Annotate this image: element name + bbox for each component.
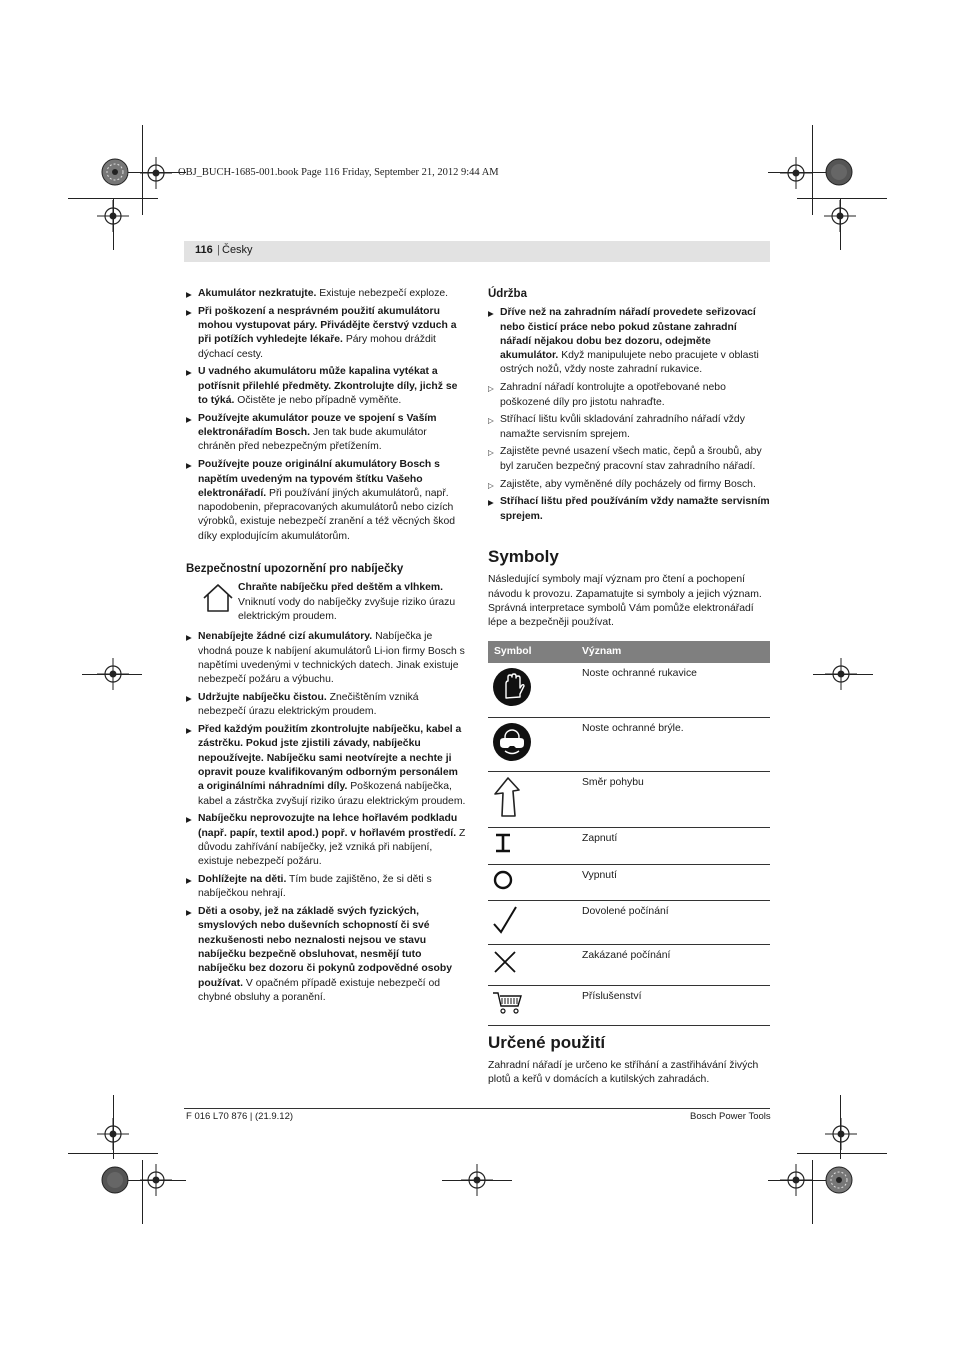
- registration-mark-icon: [97, 658, 129, 690]
- table-header-row: [488, 641, 770, 663]
- bullet-bold: U vadného akumulátoru může kapalina vytékat a potřísnit přilehlé předměty. Zkontrolujte díly, jichž se to týká.: [198, 366, 458, 407]
- right-column: [488, 287, 770, 1088]
- list-item: [186, 458, 466, 544]
- footer-doc-number: F 016 L70 876 | (21.9.12): [186, 1111, 294, 1122]
- footer-divider: [184, 1108, 770, 1109]
- bullet-bold: Dříve než na zahradním nářadí provedete seřizovací nebo čisticí práce nebo pokud zůstane zahradní nářadí nějakou dobu bez dozoru, odejměte akumulátor.: [500, 307, 756, 362]
- symbols-table: [488, 641, 770, 1025]
- meaning-cell: Noste ochranné rukavice: [576, 663, 770, 717]
- power-off-icon: [492, 869, 514, 891]
- symbols-title: Symboly: [488, 546, 559, 566]
- bullet-text: Poškozená nabíječka, kabel a zástrčka zvyšují riziko úrazu elektrickým proudem.: [198, 781, 466, 807]
- list-item: [488, 495, 770, 524]
- list-item: [186, 691, 466, 720]
- meaning-cell: Zakázané počínání: [576, 945, 770, 985]
- cross-icon: [492, 949, 518, 975]
- bullet-text: Při používání jiných akumulátorů, např. napodobenin, přepracovaných akumulátorů nebo cizích výrobků, existuje nebezpečí zranění a též věcných škod díky explodujícím akumulátorům.: [198, 487, 456, 542]
- language-label: Česky: [222, 244, 253, 256]
- column-header-symbol: Symbol: [488, 641, 576, 663]
- color-disc-icon: [101, 158, 129, 186]
- gloves-icon: [492, 667, 532, 707]
- registration-mark-icon: [97, 1118, 129, 1150]
- footer-brand: Bosch Power Tools: [690, 1111, 771, 1122]
- symbols-intro: Následující symboly mají význam pro čtení a pochopení návodu k provozu. Zapamatujte si symboly a jejich význam. Správná interpretace symbolů Vám pomůže elektronářadí lépe a bezpečněji používat.: [488, 574, 762, 629]
- bullet-text: Zahradní nářadí kontrolujte a opotřebované nebo poškozené díly pro jistotu nahraďte.: [500, 382, 726, 408]
- list-item: [186, 723, 466, 809]
- rain-warning-text: Vniknutí vody do nabíječky zvyšuje riziko úrazu elektrickým proudem.: [238, 596, 456, 622]
- column-header-meaning: Význam: [576, 641, 770, 663]
- check-icon: [492, 905, 518, 935]
- table-row: [488, 945, 770, 985]
- table-row: [488, 900, 770, 944]
- charger-safety-heading: Bezpečnostní upozornění pro nabíječky: [186, 563, 404, 576]
- bullet-bold: Nabíječku neprovozujte na lehce hořlavém podkladu (např. papír, textil apod.) popř. v hořlavém prostředí.: [198, 813, 458, 839]
- list-item: [186, 287, 466, 301]
- left-column: [186, 287, 466, 1009]
- list-item: [186, 365, 466, 408]
- file-header: OBJ_BUCH-1685-001.book Page 116 Friday, September 21, 2012 9:44 AM: [178, 167, 499, 178]
- power-on-icon: [492, 832, 514, 854]
- list-item: [186, 812, 466, 869]
- bullet-bold: Používejte akumulátor pouze ve spojení s Vaším elektronářadím Bosch.: [198, 412, 437, 439]
- registration-mark-icon: [461, 1164, 493, 1196]
- bullet-text: Tím bude zajištěno, že si děti s nabíječkou nehrají.: [198, 874, 432, 900]
- meaning-cell: Směr pohybu: [576, 772, 770, 828]
- table-row: [488, 864, 770, 900]
- registration-mark-icon: [780, 1164, 812, 1196]
- list-item: [488, 306, 770, 377]
- list-item: [488, 413, 770, 442]
- meaning-cell: Vypnutí: [576, 864, 770, 900]
- registration-mark-icon: [97, 200, 129, 232]
- bullet-bold: Stříhací lištu před používáním vždy namažte servisním sprejem.: [500, 496, 770, 522]
- bullet-text: Když manipulujete nebo pracujete v oblasti ostrých nožů, vždy noste zahradní rukavice.: [500, 350, 759, 376]
- goggles-icon: [492, 722, 532, 762]
- color-disc-icon: [825, 1166, 853, 1194]
- bullet-bold: Nenabíjejte žádné cizí akumulátory.: [198, 631, 373, 643]
- maintenance-heading: Údržba: [488, 288, 527, 300]
- bullet-bold: Udržujte nabíječku čistou.: [198, 692, 327, 704]
- bullet-bold: Před každým použitím zkontrolujte nabíječku, kabel a zástrčku. Pokud jste zjistili závady, nabíječku nepoužívejte. Nabíječku sami neotvírejte a nechte ji opravit pouze kvalifikovaným odborným personálem a originálními náhradními díly.: [198, 724, 462, 793]
- header-separator: |: [217, 244, 220, 256]
- page-header: [184, 241, 770, 262]
- registration-mark-icon: [140, 157, 172, 189]
- bullet-bold: Akumulátor nezkratujte.: [198, 288, 317, 299]
- registration-mark-icon: [825, 658, 857, 690]
- intended-use-title: Určené použití: [488, 1032, 606, 1052]
- meaning-cell: Zapnutí: [576, 828, 770, 864]
- bullet-text: Očistěte je nebo případně vyměňte.: [234, 395, 402, 407]
- rain-warning-bold: Chraňte nabíječku před deštěm a vlhkem.: [238, 582, 443, 594]
- list-item: [186, 305, 466, 362]
- table-row: [488, 828, 770, 864]
- bullet-text: V opačném případě existuje nebezpečí od chybné obsluhy a poranění.: [198, 977, 441, 1003]
- table-row: [488, 717, 770, 771]
- registration-mark-icon: [824, 200, 856, 232]
- table-row: [488, 772, 770, 828]
- bullet-text: Z důvodu zahřívání nabíječky, jež vzniká při nabíjení, existuje nebezpečí požáru.: [198, 827, 466, 868]
- bullet-text: Stříhací lištu kvůli skladování zahradního nářadí vždy namažte servisním sprejem.: [500, 414, 745, 440]
- registration-mark-icon: [825, 1118, 857, 1150]
- bullet-bold: Dohlížejte na děti.: [198, 874, 287, 886]
- list-item: [186, 630, 466, 687]
- bullet-bold: Při poškození a nesprávném použití akumulátoru mohou vystupovat páry. Přivádějte čerstvý vzduch a při potížích vyhledejte lékaře.: [198, 305, 457, 346]
- page-number: 116: [195, 244, 213, 256]
- meaning-cell: Noste ochranné brýle.: [576, 717, 770, 771]
- registration-mark-icon: [780, 157, 812, 189]
- list-item: [488, 478, 770, 492]
- intended-use-text: Zahradní nářadí je určeno ke stříhání a zastřihávání živých plotů a keřů v domácích a kutilských zahradách.: [488, 1060, 759, 1086]
- bullet-text: Existuje nebezpečí exploze.: [316, 288, 449, 299]
- list-item: [186, 873, 466, 902]
- direction-arrow-icon: [492, 776, 524, 818]
- meaning-cell: Příslušenství: [576, 985, 770, 1025]
- list-item: [186, 412, 466, 455]
- bullet-bold: Děti a osoby, jež na základě svých fyzických, smyslových nebo duševních schopností či své nezkušenosti nebo neznalosti nejsou ve stavu nabíječku bezpečně obsluhovat, nesmějí tuto nabíječku bez dozoru či pokynů zodpovědné osoby používat.: [198, 906, 453, 989]
- rain-warning: [186, 581, 466, 625]
- color-disc-icon: [825, 158, 853, 186]
- list-item: [488, 381, 770, 410]
- table-row: [488, 985, 770, 1025]
- bullet-bold: Používejte pouze originální akumulátory Bosch s napětím uvedeným na typovém štítku Vašeho elektronářadí.: [198, 459, 440, 499]
- meaning-cell: Dovolené počínání: [576, 900, 770, 944]
- list-item: [186, 905, 466, 1005]
- color-disc-icon: [101, 1166, 129, 1194]
- list-item: [488, 445, 770, 474]
- shopping-cart-icon: [492, 990, 524, 1016]
- bullet-text: Zajistěte pevné usazení všech matic, čepů a šroubů, aby byl zaručen bezpečný pracovní stav zahradního nářadí.: [500, 446, 762, 472]
- bullet-text: Páry mohou dráždit dýchací cesty.: [198, 334, 436, 360]
- registration-mark-icon: [140, 1164, 172, 1196]
- bullet-text: Nabíječka je vhodná pouze k nabíjení akumulátorů Li-ion firmy Bosch s napětími uvedenými v technických datech. Jinak existuje nebezpečí požáru a výbuchu.: [198, 631, 465, 686]
- bullet-text: Zajistěte, aby vyměněné díly pocházely od firmy Bosch.: [500, 478, 756, 490]
- bullet-text: Znečištěním vzniká nebezpečí úrazu elektrickým proudem.: [198, 692, 419, 718]
- bullet-text: Jen tak bude akumulátor chráněn před nebezpečným přetížením.: [198, 427, 427, 453]
- table-row: [488, 663, 770, 717]
- house-indoor-icon: [202, 583, 234, 613]
